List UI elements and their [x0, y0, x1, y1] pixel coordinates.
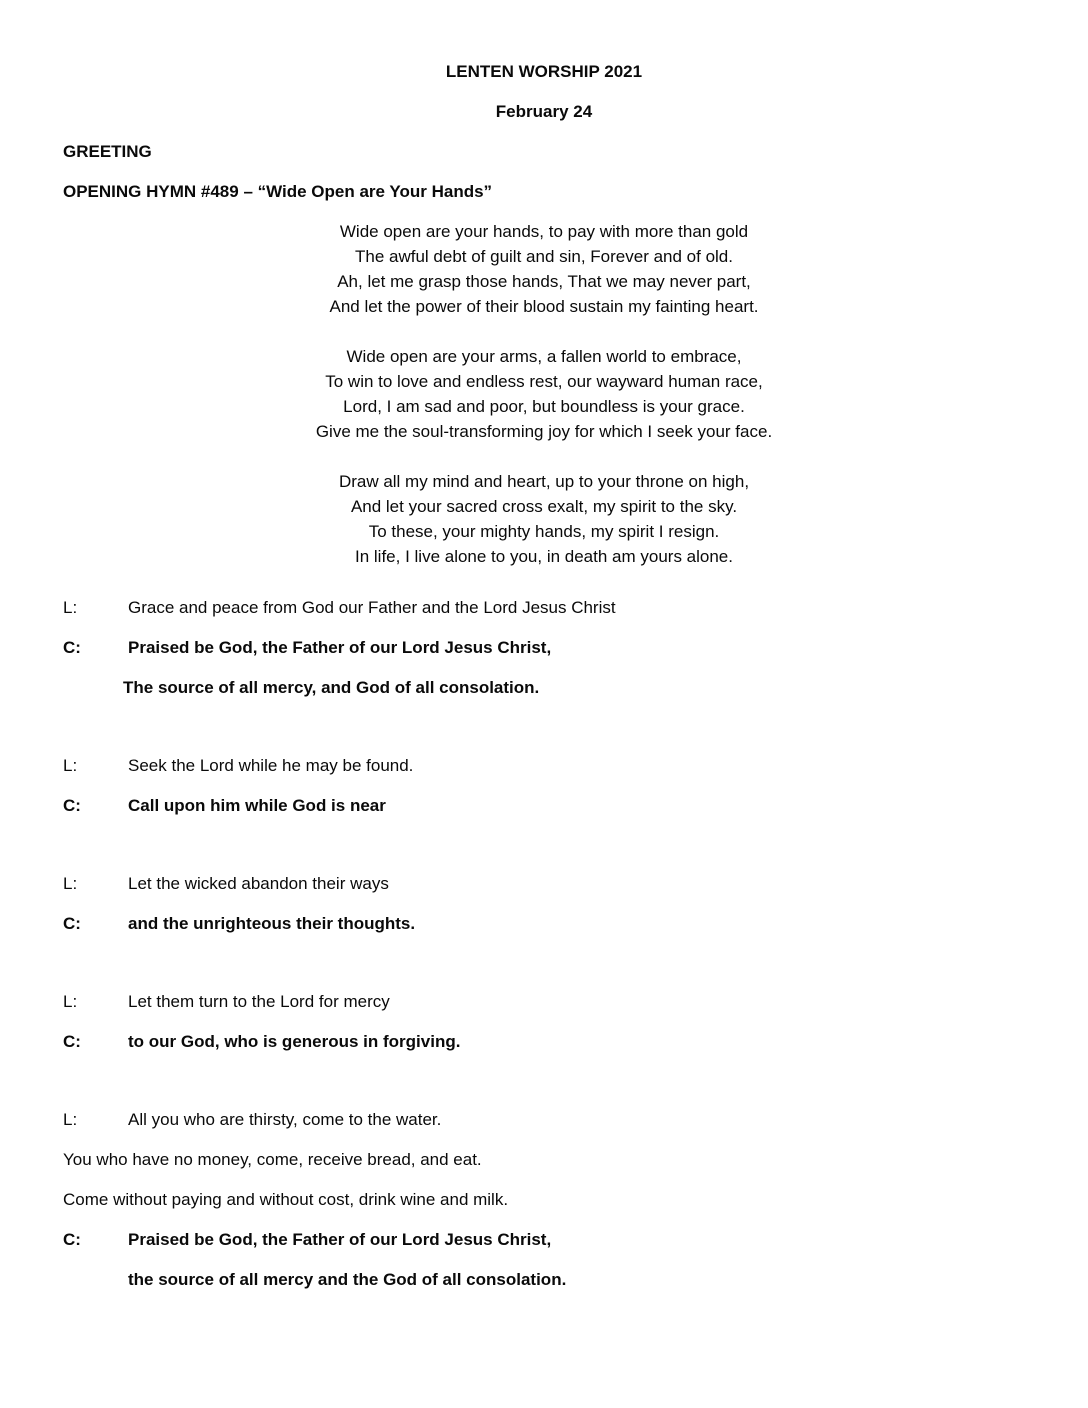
leader-row — [63, 989, 1025, 1014]
leader-text: Grace and peace from God our Father and the Lord Jesus Christ — [128, 598, 616, 617]
congregation-continuation-row — [63, 675, 1025, 700]
hymn-line: And let your sacred cross exalt, my spirit to the sky. — [350, 497, 738, 516]
greeting-heading: GREETING — [63, 142, 152, 161]
leader-label: L: — [63, 598, 78, 617]
hymn-line: Wide open are your hands, to pay with more than gold — [339, 222, 749, 241]
congregation-row — [63, 635, 1025, 660]
congregation-text: to our God, who is generous in forgiving. — [128, 1032, 461, 1051]
congregation-label: C: — [63, 638, 81, 657]
liturgy-group-1 — [63, 595, 1025, 700]
leader-label: L: — [63, 756, 78, 775]
congregation-label: C: — [63, 1230, 81, 1249]
leader-label: L: — [63, 874, 78, 893]
congregation-row — [63, 1227, 1025, 1252]
congregation-text: Praised be God, the Father of our Lord Jesus Christ, — [128, 638, 552, 657]
liturgy-group-2 — [63, 753, 1025, 818]
hymn-line: To these, your mighty hands, my spirit I resign. — [368, 522, 720, 541]
leader-row — [63, 1107, 1025, 1132]
leader-text: All you who are thirsty, come to the water. — [128, 1110, 442, 1129]
congregation-label: C: — [63, 914, 81, 933]
congregation-label: C: — [63, 796, 81, 815]
leader-text: Seek the Lord while he may be found. — [128, 756, 414, 775]
congregation-text: The source of all mercy, and God of all consolation. — [123, 678, 540, 697]
page-title: LENTEN WORSHIP 2021 — [445, 62, 643, 81]
leader-label: L: — [63, 992, 78, 1011]
leader-text: Let the wicked abandon their ways — [128, 874, 389, 893]
leader-label: L: — [63, 1110, 78, 1129]
responsive-liturgy — [63, 595, 1025, 1292]
leader-continuation-row — [63, 1147, 1025, 1172]
leader-continuation-row — [63, 1187, 1025, 1212]
service-date: February 24 — [495, 102, 593, 121]
hymn-line: Wide open are your arms, a fallen world to embrace, — [346, 347, 742, 366]
hymn-line: Ah, let me grasp those hands, That we may never part, — [337, 272, 751, 291]
hymn-verse-1 — [63, 219, 1025, 319]
leader-row — [63, 753, 1025, 778]
hymn-line: And let the power of their blood sustain my fainting heart. — [329, 297, 759, 316]
leader-text: You who have no money, come, receive bread, and eat. — [63, 1150, 482, 1169]
congregation-row — [63, 1029, 1025, 1054]
hymn-line: To win to love and endless rest, our wayward human race, — [325, 372, 763, 391]
leader-text: Let them turn to the Lord for mercy — [128, 992, 390, 1011]
hymn-verse-3 — [63, 469, 1025, 569]
leader-row — [63, 871, 1025, 896]
empty-label — [63, 1267, 128, 1292]
leader-text: Come without paying and without cost, drink wine and milk. — [63, 1190, 509, 1209]
hymn-line: Give me the soul-transforming joy for which I seek your face. — [315, 422, 773, 441]
congregation-text: and the unrighteous their thoughts. — [128, 914, 416, 933]
congregation-text: the source of all mercy and the God of all consolation. — [128, 1270, 567, 1289]
hymn-line: The awful debt of guilt and sin, Forever and of old. — [354, 247, 733, 266]
congregation-label: C: — [63, 1032, 81, 1051]
hymn-line: Draw all my mind and heart, up to your throne on high, — [338, 472, 750, 491]
liturgy-group-5 — [63, 1107, 1025, 1292]
hymn-verse-2 — [63, 344, 1025, 444]
congregation-continuation-row — [63, 1267, 1025, 1292]
congregation-text: Call upon him while God is near — [128, 796, 386, 815]
congregation-row — [63, 793, 1025, 818]
opening-hymn-heading: OPENING HYMN #489 – “Wide Open are Your Hands” — [63, 182, 493, 201]
liturgy-group-3 — [63, 871, 1025, 936]
hymn-line: In life, I live alone to you, in death am yours alone. — [354, 547, 733, 566]
liturgy-group-4 — [63, 989, 1025, 1054]
congregation-row — [63, 911, 1025, 936]
leader-row — [63, 595, 1025, 620]
empty-label — [63, 675, 123, 700]
congregation-text: Praised be God, the Father of our Lord Jesus Christ, — [128, 1230, 552, 1249]
hymn-line: Lord, I am sad and poor, but boundless is your grace. — [343, 397, 745, 416]
